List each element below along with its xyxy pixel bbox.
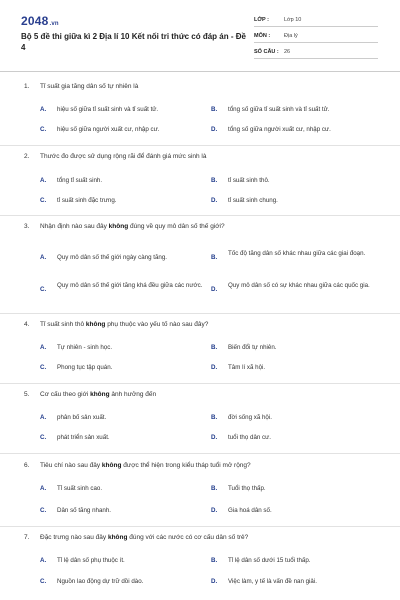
option-text: Quy mô dân số có sự khác nhau giữa các quốc gia. bbox=[228, 282, 370, 289]
option-letter: B. bbox=[211, 414, 218, 421]
question-emphasis: không bbox=[85, 321, 106, 328]
question-number: 3. bbox=[24, 223, 30, 230]
question-stem: Nhận định nào sau đây bbox=[40, 223, 109, 230]
option-letter: C. bbox=[40, 507, 47, 514]
option-text: Quy mô dân số thế giới ngày càng tăng. bbox=[57, 254, 168, 261]
question-number: 2. bbox=[24, 153, 30, 160]
question-emphasis: không bbox=[90, 391, 110, 398]
meta-key: MÔN : bbox=[254, 33, 271, 39]
question-stem-end: phụ thuộc vào yếu tố nào sau đây? bbox=[105, 321, 209, 328]
question-text bbox=[24, 534, 248, 541]
option-text: phân bố sản xuất. bbox=[57, 414, 107, 421]
option-letter: D. bbox=[211, 434, 218, 441]
option-letter: D. bbox=[211, 507, 218, 514]
question-stem-end: đúng với các nước có cơ cấu dân số trẻ? bbox=[127, 534, 249, 541]
option-text: hiệu số giữa tỉ suất sinh và tỉ suất tử. bbox=[57, 106, 159, 113]
document-title: Bộ 5 đề thi giữa kì 2 Địa lí 10 Kết nối tri thức có đáp án - Đề 4 bbox=[21, 32, 246, 52]
question-stem: Tỉ suất sinh thô bbox=[40, 321, 86, 328]
option-letter: C. bbox=[40, 364, 47, 371]
option-text: Biến đổi tự nhiên. bbox=[228, 344, 277, 351]
question-text bbox=[24, 391, 156, 398]
option-letter: B. bbox=[211, 177, 218, 184]
question-text bbox=[24, 223, 225, 230]
option-letter: B. bbox=[211, 344, 218, 351]
question-text bbox=[24, 321, 208, 328]
question-separator bbox=[0, 215, 400, 216]
option-text: tỉ suất sinh chung. bbox=[228, 197, 278, 204]
question-separator bbox=[0, 145, 400, 146]
option-letter: A. bbox=[40, 485, 47, 492]
option-letter: D. bbox=[211, 126, 218, 133]
option-text: tuổi thọ dân cư. bbox=[228, 434, 272, 441]
question-separator bbox=[0, 526, 400, 527]
question-number: 1. bbox=[24, 83, 30, 90]
logo-brand: 2048 bbox=[21, 14, 49, 28]
header-divider bbox=[0, 71, 400, 72]
option-text: Tỉ lệ dân số dưới 15 tuổi thấp. bbox=[228, 557, 311, 564]
option-text: tổng số giữa người xuất cư, nhập cư. bbox=[228, 126, 331, 133]
option-letter: B. bbox=[211, 485, 218, 492]
option-text: đời sống xã hội. bbox=[228, 414, 272, 421]
meta-value: Lớp 10 bbox=[284, 17, 302, 23]
option-letter: A. bbox=[40, 557, 47, 564]
option-letter: A. bbox=[40, 344, 47, 351]
option-letter: D. bbox=[211, 197, 218, 204]
site-logo[interactable] bbox=[21, 14, 59, 28]
question-stem: Cơ cấu theo giới bbox=[40, 391, 91, 398]
question-number: 5. bbox=[24, 391, 30, 398]
option-text: Phong tục tập quán. bbox=[57, 364, 113, 371]
meta-row-class bbox=[254, 14, 378, 27]
option-text: phát triển sản xuất. bbox=[57, 434, 110, 441]
option-letter: C. bbox=[40, 197, 47, 204]
meta-key: LỚP : bbox=[254, 17, 269, 23]
option-text: Tâm lí xã hội. bbox=[228, 364, 266, 371]
option-text: Tuổi thọ thấp. bbox=[228, 485, 266, 492]
question-separator bbox=[0, 383, 400, 384]
question-stem-end: đúng về quy mô dân số thế giới? bbox=[128, 223, 225, 230]
question-number: 6. bbox=[24, 462, 30, 469]
question-separator bbox=[0, 313, 400, 314]
option-text: Dân số tăng nhanh. bbox=[57, 507, 112, 514]
question-text bbox=[24, 83, 138, 90]
option-text: Nguồn lao động dự trữ dồi dào. bbox=[57, 578, 144, 585]
option-text: tỉ suất sinh đặc trưng. bbox=[57, 197, 117, 204]
question-stem: Thước đo được sử dụng rộng rãi để đánh giá mức sinh là bbox=[40, 153, 207, 160]
meta-value: 26 bbox=[284, 49, 291, 55]
option-text: tổng tỉ suất sinh. bbox=[57, 177, 103, 184]
question-text bbox=[24, 462, 251, 469]
option-letter: D. bbox=[211, 578, 218, 585]
option-text: Tự nhiên - sinh học. bbox=[57, 344, 113, 351]
question-stem: Tỉ suất gia tăng dân số tự nhiên là bbox=[40, 83, 139, 90]
option-text: Tỉ suất sinh cao. bbox=[57, 485, 103, 492]
option-letter: B. bbox=[211, 557, 218, 564]
option-text: tổng số giữa tỉ suất sinh và tỉ suất tử. bbox=[228, 106, 330, 113]
option-letter: C. bbox=[40, 578, 47, 585]
document-header bbox=[0, 0, 400, 70]
option-letter: A. bbox=[40, 106, 47, 113]
option-letter: C. bbox=[40, 286, 47, 293]
option-letter: B. bbox=[211, 254, 218, 261]
question-stem-end: được thể hiện trong kiểu tháp tuổi mở rộng? bbox=[121, 462, 251, 469]
question-emphasis: không bbox=[107, 534, 128, 541]
option-letter: C. bbox=[40, 126, 47, 133]
logo-tld: .vn bbox=[49, 21, 59, 27]
question-stem-end: ảnh hưởng đến bbox=[109, 391, 157, 398]
question-number: 7. bbox=[24, 534, 30, 541]
meta-value: Địa lý bbox=[284, 33, 298, 39]
question-text bbox=[24, 153, 207, 160]
option-text: Quy mô dân số thế giới tăng khá đều giữa các nước. bbox=[57, 282, 203, 289]
option-letter: A. bbox=[40, 177, 47, 184]
question-stem: Tiêu chí nào sau đây bbox=[40, 462, 102, 469]
option-letter: B. bbox=[211, 106, 218, 113]
option-text: Tốc độ tăng dân số khác nhau giữa các giai đoạn. bbox=[228, 250, 366, 257]
meta-panel bbox=[254, 14, 378, 62]
question-stem: Đặc trưng nào sau đây bbox=[40, 534, 108, 541]
option-text: Tỉ lệ dân số phụ thuộc ít. bbox=[57, 557, 125, 564]
question-separator bbox=[0, 453, 400, 454]
option-text: Việc làm, y tế là vấn đề nan giải. bbox=[228, 578, 317, 585]
option-text: hiệu số giữa người xuất cư, nhập cư. bbox=[57, 126, 160, 133]
meta-key: SỐ CÂU : bbox=[254, 49, 279, 55]
question-emphasis: không bbox=[101, 462, 122, 469]
question-emphasis: không bbox=[108, 223, 129, 230]
option-text: Gia hoá dân số. bbox=[228, 507, 272, 514]
option-text: tỉ suất sinh thô. bbox=[228, 177, 270, 184]
option-letter: D. bbox=[211, 364, 218, 371]
option-letter: A. bbox=[40, 254, 47, 261]
meta-row-count bbox=[254, 46, 378, 59]
meta-row-subject bbox=[254, 30, 378, 43]
option-letter: A. bbox=[40, 414, 47, 421]
question-number: 4. bbox=[24, 321, 30, 328]
option-letter: D. bbox=[211, 286, 218, 293]
option-letter: C. bbox=[40, 434, 47, 441]
